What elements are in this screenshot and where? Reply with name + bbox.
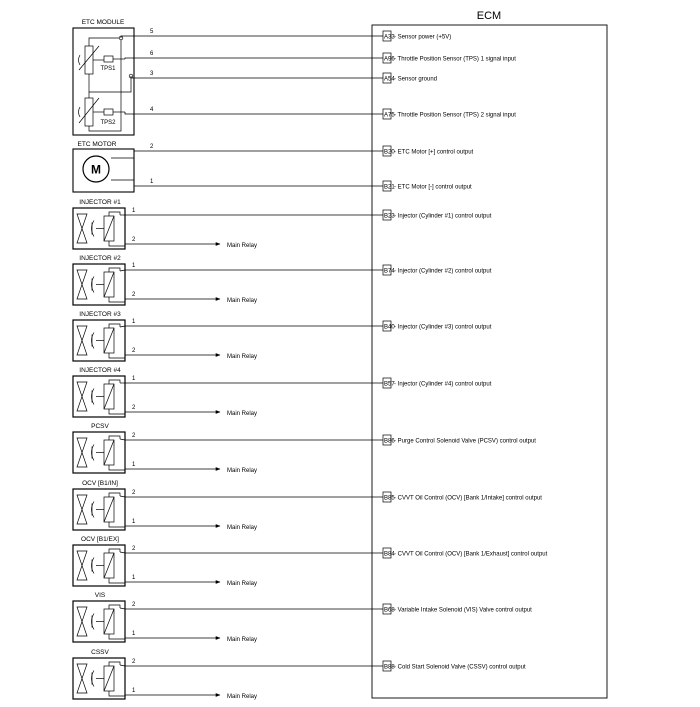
ecm-terminal-desc: - Purge Control Solenoid Valve (PCSV) control output: [394, 438, 536, 445]
ecm-terminal-desc: - Throttle Position Sensor (TPS) 2 signal input: [394, 112, 516, 119]
solenoid-top-pin: 1: [132, 319, 136, 325]
solenoid-bottom-pin: 2: [132, 348, 136, 354]
ecm-terminal-desc: - ETC Motor [+] control output: [394, 149, 474, 156]
tps2-label: TPS2: [100, 120, 116, 126]
solenoid-title: CSSV: [91, 649, 109, 656]
solenoid-pcsv: [73, 423, 383, 474]
ecm-pin-label: B84: [384, 551, 395, 558]
solenoid-bottom-pin: 1: [132, 519, 136, 525]
solenoid-title: INJECTOR #3: [79, 311, 121, 318]
solenoid-bottom-pin: 2: [132, 237, 136, 243]
solenoid-top-pin: 2: [132, 659, 136, 665]
solenoid-layer: [73, 199, 383, 700]
ecm-box: [372, 25, 607, 698]
ecm-pin-label: B88: [384, 664, 395, 671]
solenoid-top-pin: 2: [132, 433, 136, 439]
etc-pin-number: 1: [150, 179, 154, 185]
main-relay-label: Main Relay: [227, 525, 258, 531]
solenoid-bottom-pin: 1: [132, 462, 136, 468]
main-relay-label: Main Relay: [227, 694, 258, 700]
ecm-pin-label: B23: [384, 213, 395, 220]
solenoid-title: PCSV: [91, 423, 109, 430]
ecm-pin-label: B74: [384, 268, 395, 275]
etc-pin-number: 2: [150, 144, 154, 150]
main-relay-label: Main Relay: [227, 354, 258, 360]
ecm-terminal-desc: - CVVT Oil Control (OCV) [Bank 1/Exhaust] control output: [394, 551, 548, 558]
main-relay-label: Main Relay: [227, 411, 258, 417]
solenoid-injector-3: [73, 311, 383, 361]
solenoid-bottom-pin: 2: [132, 292, 136, 298]
ecm-pin-label: A54: [384, 76, 395, 83]
ecm-terminal-desc: - CVVT Oil Control (OCV) [Bank 1/Intake] control output: [394, 495, 542, 502]
main-relay-label: Main Relay: [227, 243, 258, 249]
etc-wire-pin-6: [125, 51, 383, 59]
solenoid-bottom-pin: 1: [132, 688, 136, 694]
ecm-terminal-desc: - Injector (Cylinder #2) control output: [394, 268, 492, 275]
ecm-pin-label: B21: [384, 184, 395, 191]
etc-wire-pin-2: [111, 144, 383, 158]
etc-module-title: ETC MODULE: [81, 19, 125, 26]
etc-pin-number: 5: [150, 29, 154, 35]
etc-wire-pin-4: [125, 107, 383, 114]
solenoid-top-pin: 1: [132, 376, 136, 382]
ecm-pin-label: A96: [384, 56, 395, 63]
main-relay-label: Main Relay: [227, 581, 258, 587]
etc-wires: [111, 29, 383, 186]
solenoid-cssv: [73, 649, 383, 700]
ecm-pin-label: A75: [384, 112, 395, 119]
ecm-pin-label: B85: [384, 495, 395, 502]
ecm-terminal-desc: - Sensor power (+5V): [394, 34, 452, 41]
tps1-label: TPS1: [100, 66, 116, 72]
etc-wire-pin-5: [121, 29, 383, 38]
solenoid-title: OCV [B1/EX]: [81, 536, 119, 543]
ecm-terminal-desc: - Injector (Cylinder #3) control output: [394, 324, 492, 331]
solenoid-top-pin: 1: [132, 208, 136, 214]
ecm-pin-label: B86: [384, 438, 395, 445]
main-relay-label: Main Relay: [227, 637, 258, 643]
ecm-title: ECM: [476, 10, 502, 22]
solenoid-title: INJECTOR #1: [79, 199, 121, 206]
solenoid-injector-1: [73, 199, 383, 249]
solenoid-top-pin: 2: [132, 602, 136, 608]
solenoid-bottom-pin: 1: [132, 631, 136, 637]
ecm-pin-label: A33: [384, 34, 395, 41]
etc-pin-number: 3: [150, 71, 154, 77]
ecm-pin-label: B57: [384, 381, 395, 388]
etc-motor-title: ETC MOTOR: [77, 141, 117, 148]
etc-pin-number: 6: [150, 51, 154, 57]
etc-wire-pin-3: [131, 71, 383, 78]
solenoid-bottom-pin: 2: [132, 405, 136, 411]
solenoid-ocv-b1-ex: [73, 536, 383, 587]
solenoid-title: OCV [B1/IN]: [82, 480, 118, 487]
ecm-terminal-desc: - ETC Motor [-] control output: [394, 184, 472, 191]
ecm-pin-label: B40: [384, 324, 395, 331]
solenoid-top-pin: 1: [132, 263, 136, 269]
solenoid-bottom-pin: 1: [132, 575, 136, 581]
main-relay-label: Main Relay: [227, 298, 258, 304]
solenoid-top-pin: 2: [132, 546, 136, 552]
ecm-terminal-desc: - Injector (Cylinder #1) control output: [394, 213, 492, 220]
etc-wire-pin-1: [111, 179, 383, 186]
ecm-terminal-desc: - Injector (Cylinder #4) control output: [394, 381, 492, 388]
solenoid-injector-4: [73, 367, 383, 417]
solenoid-injector-2: [73, 255, 383, 305]
ecm-terminal-desc: - Throttle Position Sensor (TPS) 1 signal input: [394, 56, 516, 63]
solenoid-title: VIS: [94, 592, 106, 599]
solenoid-title: INJECTOR #4: [79, 367, 121, 374]
ecm-pin-label: B20: [384, 149, 395, 156]
ecm-terminal-desc: - Variable Intake Solenoid (VIS) Valve control output: [394, 607, 532, 614]
etc-pin-number: 4: [150, 107, 154, 113]
solenoid-title: INJECTOR #2: [79, 255, 121, 262]
solenoid-vis: [73, 592, 383, 643]
solenoid-top-pin: 2: [132, 490, 136, 496]
ecm-terminal-desc: - Cold Start Solenoid Valve (CSSV) control output: [394, 664, 526, 671]
ecm-pin-label: B68: [384, 607, 395, 614]
motor-symbol: M: [91, 162, 101, 177]
main-relay-label: Main Relay: [227, 468, 258, 474]
ecm-terminal-desc: - Sensor ground: [394, 76, 438, 83]
solenoid-ocv-b1-in: [73, 480, 383, 531]
